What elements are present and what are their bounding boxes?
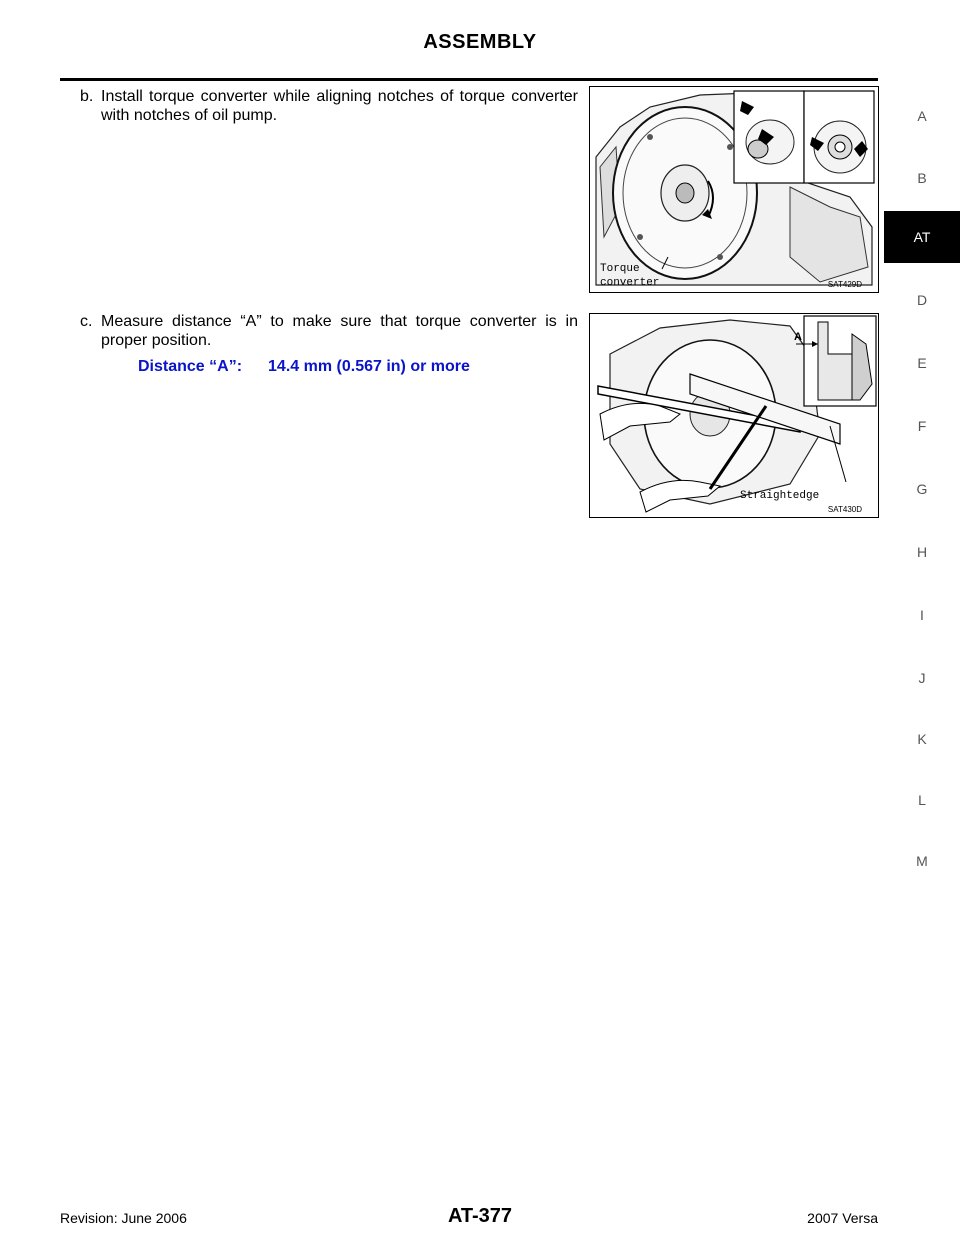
- torque-converter-illustration: [590, 87, 878, 292]
- page-title: ASSEMBLY: [423, 31, 537, 53]
- step-letter: b.: [80, 88, 94, 105]
- spec-label: Distance “A”:: [138, 358, 243, 375]
- step-text: Measure distance “A” to make sure that torque converter is in proper position.: [101, 313, 578, 349]
- tab-g[interactable]: G: [916, 481, 928, 497]
- tab-at[interactable]: AT: [884, 211, 960, 263]
- tab-b[interactable]: B: [917, 170, 927, 186]
- step-text: Install torque converter while aligning notches of torque converter with notches of oil pump.: [101, 88, 578, 124]
- callout-converter: converter: [600, 277, 660, 289]
- step-c: [80, 312, 578, 350]
- callout-torque: Torque: [600, 263, 640, 275]
- tab-a[interactable]: A: [917, 108, 927, 124]
- tab-i[interactable]: I: [920, 607, 924, 623]
- revision-date: Revision: June 2006: [60, 1210, 187, 1226]
- figure-torque-converter-install: [589, 86, 879, 293]
- tab-d[interactable]: D: [916, 292, 928, 308]
- spec-value: 14.4 mm (0.567 in) or more: [268, 358, 470, 375]
- tab-m[interactable]: M: [916, 853, 928, 869]
- figure-code: SAT430D: [827, 505, 862, 514]
- callout-straightedge: Straightedge: [740, 490, 820, 502]
- figure-code: SAT429D: [827, 280, 862, 289]
- figure-distance-measurement: [589, 313, 879, 518]
- model-name: 2007 Versa: [807, 1210, 878, 1226]
- tab-k[interactable]: K: [917, 731, 927, 747]
- page-number: AT-377: [447, 1205, 513, 1227]
- tab-f[interactable]: F: [917, 418, 927, 434]
- title-divider: [60, 78, 878, 81]
- tab-l[interactable]: L: [918, 792, 926, 808]
- distance-measurement-illustration: [590, 314, 878, 517]
- tab-e[interactable]: E: [917, 355, 927, 371]
- tab-h[interactable]: H: [916, 544, 928, 560]
- step-letter: c.: [80, 313, 93, 330]
- distance-spec: [138, 358, 470, 376]
- step-b: [80, 87, 578, 125]
- callout-a: A: [794, 331, 802, 343]
- tab-j[interactable]: J: [918, 670, 926, 686]
